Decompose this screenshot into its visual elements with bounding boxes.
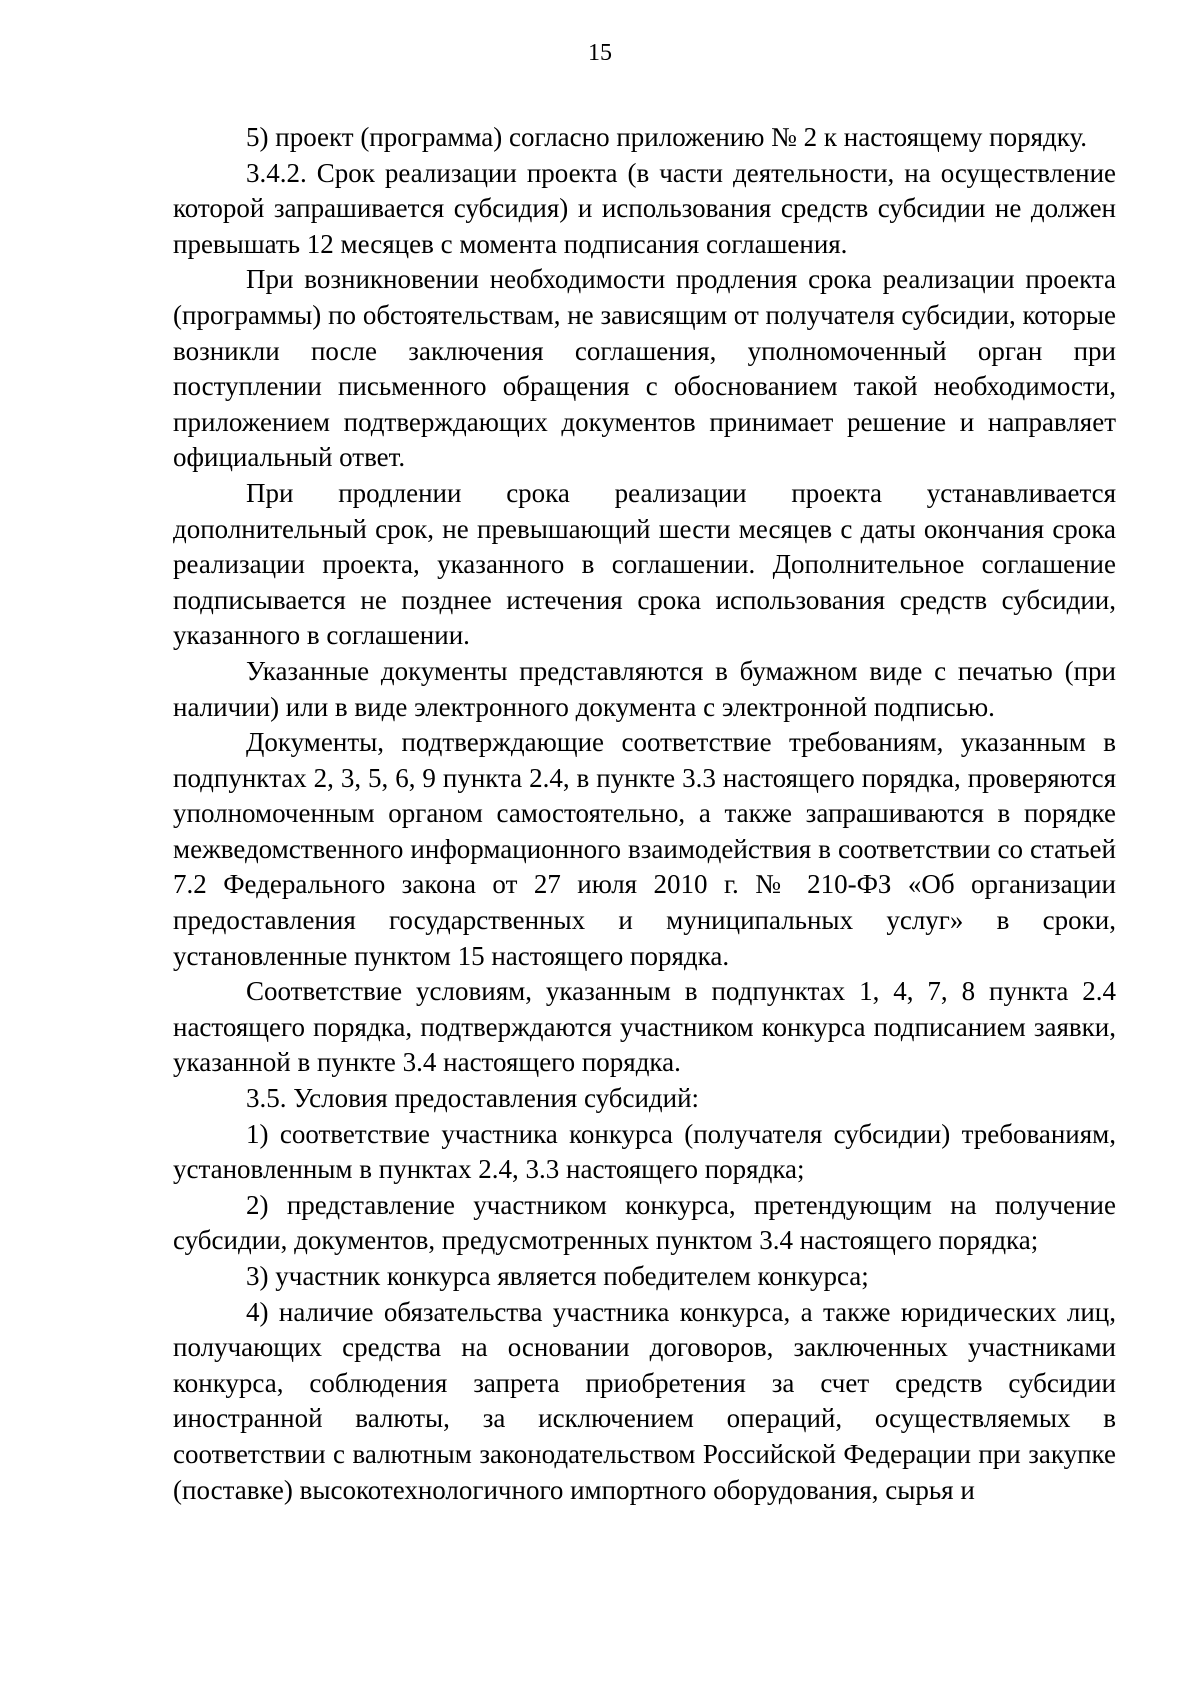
paragraph-condition-4: 4) наличие обязательства участника конкурса, а также юридических лиц, получающих средства на основании договоров, заключенных участниками конкурса, соблюдения запрета приобретения за счет средств субсидии иностранной валюты, за исключением операций, осуществляемых в соответствии с валютным законодательством Российской Федерации при закупке (поставке) высокотехнологичного импортного оборудования, сырья и — [173, 1296, 1116, 1505]
paragraph-extension-need: При возникновении необходимости продления срока реализации проекта (программы) по обстоятельствам, не зависящим от получателя субсидии, которые возникли после заключения соглашения, уполномоченный орган при поступлении письменного обращения с обоснованием такой необходимости, приложением подтверждающих документов принимает решение и направляет официальный ответ. — [173, 264, 1116, 473]
paragraph-condition-2: 2) представление участником конкурса, претендующим на получение субсидии, документов, предусмотренных пунктом 3.4 настоящего порядка; — [173, 1189, 1116, 1256]
paragraph-item-5-project: 5) проект (программа) согласно приложению № 2 к настоящему порядку. — [246, 122, 1088, 152]
paragraph-condition-1: 1) соответствие участника конкурса (получателя субсидии) требованиям, установленным в пунктах 2.4, 3.3 настоящего порядка; — [173, 1118, 1116, 1185]
paragraph-conditions-confirmation: Соответствие условиям, указанным в подпунктах 1, 4, 7, 8 пункта 2.4 настоящего порядка, подтверждаются участником конкурса подписанием заявки, указанной в пункте 3.4 настоящего порядка. — [173, 976, 1116, 1078]
paragraph-condition-3: 3) участник конкурса является победителем конкурса; — [246, 1261, 869, 1291]
document-body — [173, 120, 1116, 1508]
page-number: 15 — [588, 40, 612, 66]
paragraph-document-format: Указанные документы представляются в бумажном виде с печатью (при наличии) или в виде электронного документа с электронной подписью. — [173, 655, 1116, 722]
paragraph-extension-term: При продлении срока реализации проекта устанавливается дополнительный срок, не превышающий шести месяцев с даты окончания срока реализации проекта, указанного в соглашении. Дополнительное соглашение подписывается не позднее истечения срока использования средств субсидии, указанного в соглашении. — [173, 477, 1116, 651]
paragraph-3-5-heading: 3.5. Условия предоставления субсидий: — [246, 1083, 700, 1114]
paragraph-3-4-2-term: 3.4.2. Срок реализации проекта (в части деятельности, на осуществление которой запрашивается субсидия) и использования средств субсидии не должен превышать 12 месяцев с момента подписания соглашения. — [173, 157, 1116, 259]
paragraph-document-verification: Документы, подтверждающие соответствие требованиям, указанным в подпунктах 2, 3, 5, 6, 9 пункта 2.4, в пункте 3.3 настоящего порядка, проверяются уполномоченным органом самостоятельно, а также запрашиваются в порядке межведомственного информационного взаимодействия в соответствии со статьей 7.2 Федерального закона от 27 июля 2010 г. № 210-ФЗ «Об организации предоставления государственных и муниципальных услуг» в сроки, установленные пунктом 15 настоящего порядка. — [173, 727, 1116, 971]
